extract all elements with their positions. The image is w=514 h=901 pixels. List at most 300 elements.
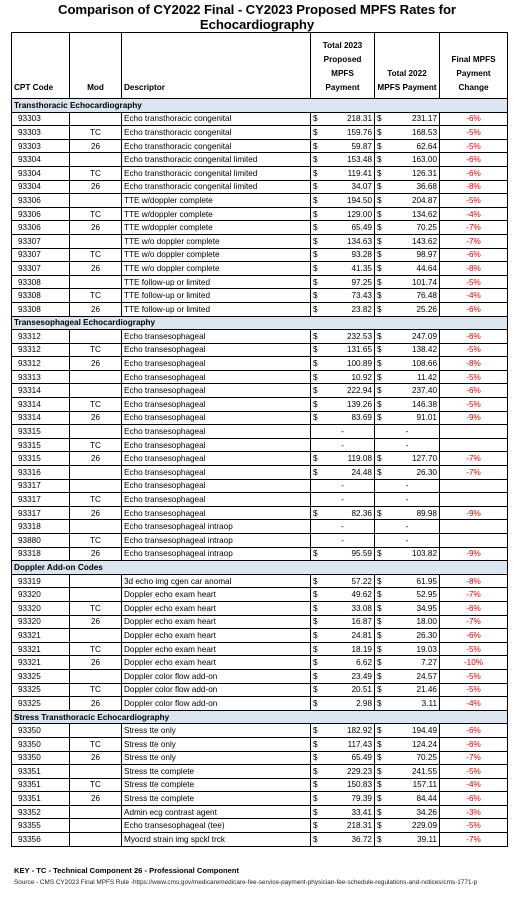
payment-change-cell: -6% — [440, 302, 508, 316]
descriptor-cell: Stress tte only — [122, 724, 311, 738]
total-2023-cell — [311, 724, 375, 738]
table-row — [12, 534, 508, 548]
mod-cell — [70, 819, 122, 833]
total-2023-cell — [311, 275, 375, 289]
amount-value: 127.70 — [411, 454, 437, 464]
table-row — [12, 520, 508, 534]
payment-change-cell: -6% — [440, 629, 508, 643]
amount-value: 232.53 — [346, 331, 372, 341]
descriptor-cell: Echo transesophageal intraop — [122, 520, 311, 534]
mod-cell — [70, 194, 122, 208]
table-row — [12, 547, 508, 561]
total-2022-cell — [375, 683, 440, 697]
total-2023-cell — [311, 588, 375, 602]
amount-value: 39.11 — [417, 834, 437, 844]
currency-symbol: $ — [313, 671, 318, 681]
descriptor-cell: Doppler color flow add-on — [122, 697, 311, 711]
total-2022-cell — [375, 833, 440, 847]
table-row — [12, 207, 508, 221]
page-title: Comparison of CY2022 Final - CY2023 Proposed MPFS Rates for Echocardiography — [58, 2, 456, 32]
amount-value: 131.65 — [346, 345, 372, 355]
payment-change-cell: -6% — [440, 737, 508, 751]
mod-cell: TC — [70, 126, 122, 140]
section-header-row — [12, 710, 508, 724]
mod-cell — [70, 384, 122, 398]
amount-value: 204.87 — [411, 195, 437, 205]
descriptor-cell: Echo transesophageal — [122, 343, 311, 357]
table-row — [12, 615, 508, 629]
descriptor-cell: Echo transesophageal — [122, 384, 311, 398]
amount-value: 93.28 — [351, 250, 372, 260]
section-title: Stress Transthoracic Echocardiography — [12, 710, 508, 724]
amount-value: 84.44 — [416, 794, 437, 804]
header-cpt-code: CPT Code — [12, 33, 70, 99]
currency-symbol: $ — [313, 467, 318, 477]
total-2023-cell — [311, 411, 375, 425]
mod-cell — [70, 425, 122, 439]
descriptor-cell: Echo transthoracic congenital — [122, 112, 311, 126]
total-2022-cell — [375, 234, 440, 248]
currency-symbol: $ — [313, 630, 318, 640]
cpt-code-cell: 93306 — [12, 194, 70, 208]
total-2023-cell — [311, 629, 375, 643]
cpt-code-cell: 93317 — [12, 479, 70, 493]
amount-value: 16.87 — [351, 617, 372, 627]
payment-change-cell — [440, 520, 508, 534]
amount-value: 61.95 — [416, 576, 437, 586]
total-2022-cell — [375, 642, 440, 656]
header-payment-change: Final MPFS Payment Change — [440, 33, 508, 99]
descriptor-cell: Echo transesophageal — [122, 398, 311, 412]
currency-symbol: $ — [377, 658, 382, 668]
cpt-code-cell: 93350 — [12, 737, 70, 751]
cpt-code-cell: 93318 — [12, 547, 70, 561]
amount-value: 101.74 — [411, 277, 437, 287]
total-2023-cell — [311, 153, 375, 167]
total-2022-cell — [375, 601, 440, 615]
cpt-code-cell: 93320 — [12, 615, 70, 629]
total-2023-cell — [311, 833, 375, 847]
amount-value: 168.53 — [411, 127, 437, 137]
total-2022-cell — [375, 574, 440, 588]
total-2023-cell — [311, 112, 375, 126]
amount-value: 182.92 — [346, 726, 372, 736]
amount-value: 241.55 — [411, 766, 437, 776]
cpt-code-cell: 93320 — [12, 601, 70, 615]
descriptor-cell: 3d echo img cgen car anomal — [122, 574, 311, 588]
cpt-code-cell: 93314 — [12, 384, 70, 398]
currency-symbol: $ — [377, 372, 382, 382]
amount-value: 97.25 — [351, 277, 372, 287]
cpt-code-cell: 93308 — [12, 289, 70, 303]
table-row — [12, 819, 508, 833]
payment-change-cell: -4% — [440, 778, 508, 792]
amount-value: 34.95 — [416, 603, 437, 613]
payment-change-cell: -8% — [440, 357, 508, 371]
amount-value: 2.98 — [356, 698, 372, 708]
section-title: Doppler Add-on Codes — [12, 561, 508, 575]
currency-symbol: $ — [377, 331, 382, 341]
descriptor-cell: Stress tte only — [122, 737, 311, 751]
descriptor-cell: Echo transesophageal (tee) — [122, 819, 311, 833]
amount-value: 129.00 — [346, 209, 372, 219]
descriptor-cell: TTE w/o doppler complete — [122, 234, 311, 248]
currency-symbol: $ — [313, 345, 318, 355]
cpt-code-cell: 93315 — [12, 452, 70, 466]
payment-change-cell: -5% — [440, 765, 508, 779]
payment-change-cell: -7% — [440, 588, 508, 602]
cpt-code-cell: 93318 — [12, 520, 70, 534]
mod-cell — [70, 153, 122, 167]
total-2023-cell: - — [311, 438, 375, 452]
descriptor-cell: TTE w/doppler complete — [122, 194, 311, 208]
currency-symbol: $ — [377, 644, 382, 654]
descriptor-cell: Echo transesophageal — [122, 411, 311, 425]
mod-cell: TC — [70, 289, 122, 303]
amount-value: 138.42 — [411, 345, 437, 355]
descriptor-cell: TTE w/o doppler complete — [122, 248, 311, 262]
total-2022-cell — [375, 221, 440, 235]
mod-cell — [70, 669, 122, 683]
currency-symbol: $ — [377, 413, 382, 423]
currency-symbol: $ — [377, 698, 382, 708]
section-header-row — [12, 99, 508, 113]
amount-value: 153.48 — [346, 155, 372, 165]
total-2023-cell — [311, 302, 375, 316]
mod-cell — [70, 833, 122, 847]
currency-symbol: $ — [313, 454, 318, 464]
amount-value: 24.48 — [351, 467, 372, 477]
currency-symbol: $ — [377, 794, 382, 804]
table-row — [12, 221, 508, 235]
amount-value: 150.83 — [346, 780, 372, 790]
mod-cell: 26 — [70, 547, 122, 561]
currency-symbol: $ — [313, 209, 318, 219]
total-2022-cell: - — [375, 438, 440, 452]
table-row — [12, 248, 508, 262]
mod-cell: TC — [70, 737, 122, 751]
amount-value: 65.49 — [351, 223, 372, 233]
header-descriptor: Descriptor — [122, 33, 311, 99]
total-2022-cell: - — [375, 520, 440, 534]
currency-symbol: $ — [377, 766, 382, 776]
mod-cell: 26 — [70, 506, 122, 520]
currency-symbol: $ — [377, 250, 382, 260]
payment-change-cell: -9% — [440, 411, 508, 425]
payment-change-cell: -9% — [440, 506, 508, 520]
payment-change-cell: -6% — [440, 153, 508, 167]
payment-change-cell: -7% — [440, 615, 508, 629]
currency-symbol: $ — [313, 658, 318, 668]
currency-symbol: $ — [313, 250, 318, 260]
total-2022-cell — [375, 805, 440, 819]
currency-symbol: $ — [313, 739, 318, 749]
descriptor-cell: Doppler color flow add-on — [122, 683, 311, 697]
cpt-code-cell: 93307 — [12, 262, 70, 276]
mod-cell — [70, 724, 122, 738]
descriptor-cell: Doppler echo exam heart — [122, 629, 311, 643]
total-2023-cell — [311, 601, 375, 615]
amount-value: 36.68 — [416, 182, 437, 192]
cpt-code-cell: 93306 — [12, 207, 70, 221]
payment-change-cell: -8% — [440, 262, 508, 276]
currency-symbol: $ — [377, 195, 382, 205]
total-2022-cell — [375, 819, 440, 833]
mod-cell — [70, 574, 122, 588]
mod-cell — [70, 588, 122, 602]
amount-value: 18.00 — [416, 617, 437, 627]
amount-value: 218.31 — [346, 114, 372, 124]
currency-symbol: $ — [313, 168, 318, 178]
table-row — [12, 153, 508, 167]
header-total-2022: Total 2022 MPFS Payment — [375, 33, 440, 99]
header-total-2023: Total 2023 Proposed MPFS Payment — [311, 33, 375, 99]
amount-value: 100.89 — [346, 359, 372, 369]
total-2022-cell — [375, 506, 440, 520]
total-2022-cell — [375, 792, 440, 806]
total-2022-cell — [375, 275, 440, 289]
total-2022-cell — [375, 207, 440, 221]
total-2023-cell — [311, 221, 375, 235]
amount-value: 218.31 — [346, 821, 372, 831]
cpt-code-cell: 93304 — [12, 153, 70, 167]
currency-symbol: $ — [313, 685, 318, 695]
table-row — [12, 792, 508, 806]
descriptor-cell: Echo transesophageal — [122, 452, 311, 466]
amount-value: 57.22 — [351, 576, 372, 586]
cpt-code-cell: 93317 — [12, 493, 70, 507]
mod-cell: 26 — [70, 452, 122, 466]
total-2023-cell — [311, 466, 375, 480]
mod-cell — [70, 112, 122, 126]
cpt-code-cell: 93316 — [12, 466, 70, 480]
cpt-code-cell: 93307 — [12, 234, 70, 248]
payment-change-cell — [440, 493, 508, 507]
mod-cell: 26 — [70, 262, 122, 276]
total-2022-cell — [375, 615, 440, 629]
total-2022-cell — [375, 697, 440, 711]
payment-change-cell: -5% — [440, 126, 508, 140]
table-row — [12, 479, 508, 493]
mod-cell: 26 — [70, 180, 122, 194]
mod-cell — [70, 805, 122, 819]
cpt-code-cell: 93307 — [12, 248, 70, 262]
table-row — [12, 411, 508, 425]
mod-cell: TC — [70, 207, 122, 221]
descriptor-cell: TTE w/doppler complete — [122, 207, 311, 221]
payment-change-cell: -6% — [440, 330, 508, 344]
table-row — [12, 425, 508, 439]
descriptor-cell: Echo transesophageal — [122, 479, 311, 493]
table-header-row — [12, 33, 508, 99]
amount-value: 91.01 — [416, 413, 437, 423]
amount-value: 134.63 — [346, 236, 372, 246]
amount-value: 79.39 — [351, 794, 372, 804]
currency-symbol: $ — [313, 141, 318, 151]
descriptor-cell: Echo transesophageal intraop — [122, 547, 311, 561]
payment-change-cell: -6% — [440, 112, 508, 126]
total-2023-cell — [311, 805, 375, 819]
total-2022-cell — [375, 669, 440, 683]
amount-value: 18.19 — [351, 644, 372, 654]
mod-cell — [70, 520, 122, 534]
table-row — [12, 112, 508, 126]
total-2023-cell — [311, 166, 375, 180]
total-2023-cell — [311, 615, 375, 629]
cpt-code-cell: 93303 — [12, 112, 70, 126]
table-row — [12, 452, 508, 466]
amount-value: 62.64 — [416, 141, 437, 151]
table-body — [12, 99, 508, 847]
mod-cell — [70, 765, 122, 779]
mod-cell — [70, 234, 122, 248]
amount-value: 44.64 — [416, 263, 437, 273]
payment-change-cell: -10% — [440, 656, 508, 670]
amount-value: 229.23 — [346, 766, 372, 776]
descriptor-cell: Echo transesophageal — [122, 506, 311, 520]
mod-cell: TC — [70, 166, 122, 180]
mod-cell: 26 — [70, 411, 122, 425]
total-2023-cell — [311, 262, 375, 276]
cpt-code-cell: 93350 — [12, 724, 70, 738]
mod-cell — [70, 466, 122, 480]
total-2022-cell: - — [375, 425, 440, 439]
payment-change-cell — [440, 425, 508, 439]
table-row — [12, 765, 508, 779]
currency-symbol: $ — [313, 291, 318, 301]
total-2023-cell — [311, 248, 375, 262]
currency-symbol: $ — [377, 834, 382, 844]
mod-cell: TC — [70, 398, 122, 412]
currency-symbol: $ — [377, 617, 382, 627]
currency-symbol: $ — [313, 413, 318, 423]
descriptor-cell: Myocrd strain img spckl trck — [122, 833, 311, 847]
amount-value: 159.76 — [346, 127, 372, 137]
total-2022-cell — [375, 370, 440, 384]
descriptor-cell: Echo transesophageal — [122, 370, 311, 384]
table-row — [12, 370, 508, 384]
total-2023-cell — [311, 792, 375, 806]
payment-change-cell: -5% — [440, 370, 508, 384]
currency-symbol: $ — [377, 454, 382, 464]
total-2022-cell — [375, 765, 440, 779]
total-2023-cell — [311, 139, 375, 153]
total-2022-cell — [375, 166, 440, 180]
total-2022-cell — [375, 248, 440, 262]
cpt-code-cell: 93308 — [12, 275, 70, 289]
descriptor-cell: Doppler echo exam heart — [122, 615, 311, 629]
amount-value: 237.40 — [411, 386, 437, 396]
amount-value: 20.51 — [351, 685, 372, 695]
total-2023-cell — [311, 343, 375, 357]
amount-value: 124.24 — [411, 739, 437, 749]
descriptor-cell: TTE follow-up or limited — [122, 289, 311, 303]
total-2023-cell: - — [311, 520, 375, 534]
currency-symbol: $ — [313, 236, 318, 246]
section-header-row — [12, 316, 508, 330]
total-2023-cell — [311, 126, 375, 140]
cpt-code-cell: 93320 — [12, 588, 70, 602]
descriptor-cell: Doppler echo exam heart — [122, 601, 311, 615]
currency-symbol: $ — [377, 114, 382, 124]
total-2023-cell — [311, 656, 375, 670]
total-2023-cell — [311, 683, 375, 697]
total-2022-cell — [375, 384, 440, 398]
total-2023-cell — [311, 669, 375, 683]
cpt-code-cell: 93351 — [12, 792, 70, 806]
total-2023-cell: - — [311, 493, 375, 507]
currency-symbol: $ — [313, 794, 318, 804]
amount-value: 134.62 — [411, 209, 437, 219]
currency-symbol: $ — [313, 155, 318, 165]
table-row — [12, 629, 508, 643]
amount-value: 98.97 — [416, 250, 437, 260]
currency-symbol: $ — [313, 766, 318, 776]
key-legend: KEY - TC - Technical Component 26 - Professional Component — [14, 866, 240, 875]
header-mod: Mod — [70, 33, 122, 99]
payment-change-cell: -7% — [440, 452, 508, 466]
amount-value: 7.27 — [421, 658, 437, 668]
table-row — [12, 398, 508, 412]
total-2022-cell — [375, 398, 440, 412]
total-2022-cell — [375, 262, 440, 276]
amount-value: 231.17 — [411, 114, 437, 124]
currency-symbol: $ — [313, 114, 318, 124]
total-2022-cell — [375, 302, 440, 316]
total-2022-cell — [375, 547, 440, 561]
payment-change-cell: -6% — [440, 792, 508, 806]
total-2022-cell — [375, 343, 440, 357]
descriptor-cell: Stress tte complete — [122, 765, 311, 779]
mod-cell: TC — [70, 493, 122, 507]
total-2022-cell — [375, 330, 440, 344]
currency-symbol: $ — [313, 590, 318, 600]
total-2023-cell — [311, 819, 375, 833]
currency-symbol: $ — [313, 508, 318, 518]
cpt-code-cell: 93303 — [12, 126, 70, 140]
descriptor-cell: TTE follow-up or limited — [122, 275, 311, 289]
amount-value: 70.25 — [416, 753, 437, 763]
total-2023-cell — [311, 506, 375, 520]
payment-change-cell: -6% — [440, 601, 508, 615]
cpt-code-cell: 93351 — [12, 765, 70, 779]
currency-symbol: $ — [377, 263, 382, 273]
amount-value: 146.38 — [411, 399, 437, 409]
amount-value: 41.35 — [351, 263, 372, 273]
currency-symbol: $ — [313, 182, 318, 192]
mod-cell: 26 — [70, 615, 122, 629]
payment-change-cell: -7% — [440, 833, 508, 847]
currency-symbol: $ — [313, 263, 318, 273]
currency-symbol: $ — [313, 576, 318, 586]
currency-symbol: $ — [377, 277, 382, 287]
currency-symbol: $ — [377, 291, 382, 301]
mod-cell: TC — [70, 601, 122, 615]
amount-value: 89.98 — [416, 508, 437, 518]
table-row — [12, 697, 508, 711]
total-2022-cell: - — [375, 534, 440, 548]
currency-symbol: $ — [377, 155, 382, 165]
mod-cell — [70, 629, 122, 643]
descriptor-cell: Echo transesophageal — [122, 357, 311, 371]
mod-cell — [70, 275, 122, 289]
table-row — [12, 343, 508, 357]
total-2022-cell — [375, 180, 440, 194]
amount-value: 65.49 — [351, 753, 372, 763]
cpt-code-cell: 93312 — [12, 343, 70, 357]
amount-value: 33.41 — [351, 807, 372, 817]
descriptor-cell: Echo transesophageal — [122, 466, 311, 480]
